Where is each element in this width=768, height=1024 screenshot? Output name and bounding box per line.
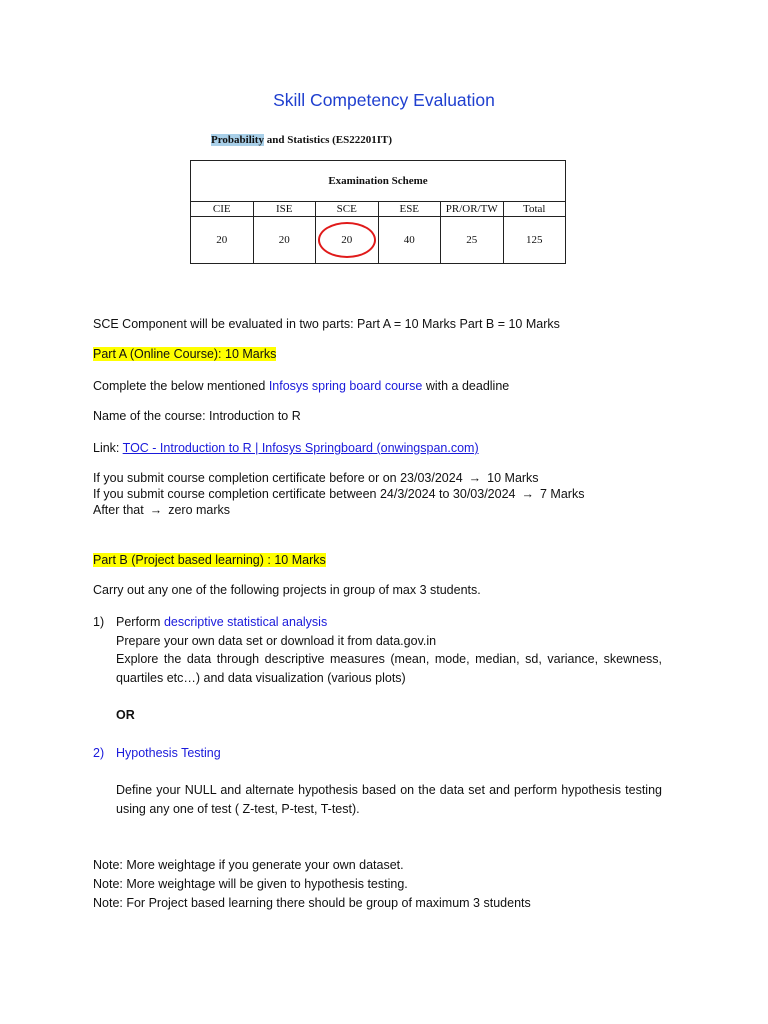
note-3: Note: For Project based learning there should be group of maximum 3 students bbox=[93, 896, 531, 910]
rule2-text: If you submit course completion certificate between 24/3/2024 to 30/03/2024 bbox=[93, 487, 516, 501]
course-link-line bbox=[93, 440, 479, 456]
col-pr-or-tw: PR/OR/TW bbox=[441, 202, 504, 217]
course-name: Name of the course: Introduction to R bbox=[93, 409, 301, 423]
complete-suffix: with a deadline bbox=[422, 379, 510, 393]
rule1-marks: 10 Marks bbox=[487, 471, 539, 485]
arrow-icon: → bbox=[149, 503, 163, 517]
course-toc-link[interactable]: TOC - Introduction to R | Infosys Springboard (onwingspan.com) bbox=[122, 441, 479, 455]
part-a-heading bbox=[93, 346, 276, 362]
val-pr-or-tw: 25 bbox=[441, 217, 504, 264]
val-ise: 20 bbox=[253, 217, 316, 264]
item2-body: Define your NULL and alternate hypothesis based on the data set and perform hypothesis testing using any one of test ( Z-test, P-test, T-test). bbox=[116, 783, 662, 816]
subject-rest: and Statistics (ES22201IT) bbox=[263, 134, 393, 146]
sce-highlight-circle bbox=[318, 222, 376, 258]
item1-number: 1) bbox=[93, 615, 105, 629]
val-total: 125 bbox=[503, 217, 566, 264]
complete-course-text bbox=[93, 378, 509, 394]
item1-title bbox=[116, 614, 327, 630]
val-cie: 20 bbox=[191, 217, 254, 264]
col-ise: ISE bbox=[253, 202, 316, 217]
val-ese: 40 bbox=[378, 217, 441, 264]
subject-heading bbox=[211, 132, 392, 148]
examination-scheme-table bbox=[190, 160, 566, 264]
col-total: Total bbox=[503, 202, 566, 217]
col-ese: ESE bbox=[378, 202, 441, 217]
deadline-rule-2 bbox=[93, 486, 584, 502]
arrow-icon: → bbox=[521, 487, 534, 501]
col-cie: CIE bbox=[191, 202, 254, 217]
note-1: Note: More weightage if you generate your own dataset. bbox=[93, 858, 404, 872]
intro-text: SCE Component will be evaluated in two parts: Part A = 10 Marks Part B = 10 Marks bbox=[93, 317, 560, 331]
subject-highlight: Probability bbox=[211, 134, 264, 146]
part-b-heading-text: Part B (Project based learning) : 10 Marks bbox=[93, 553, 326, 567]
part-a-heading-text: Part A (Online Course): 10 Marks bbox=[93, 347, 277, 361]
item1-prefix: Perform bbox=[116, 615, 164, 629]
deadline-rule-3 bbox=[93, 502, 230, 518]
val-sce-cell bbox=[316, 217, 379, 264]
item2-number: 2) bbox=[93, 746, 105, 760]
rule3-marks: zero marks bbox=[168, 503, 231, 517]
link-label: Link: bbox=[93, 441, 123, 455]
rule1-text: If you submit course completion certificate before or on 23/03/2024 bbox=[93, 471, 463, 485]
scheme-value-row bbox=[191, 217, 566, 264]
note-2: Note: More weightage will be given to hypothesis testing. bbox=[93, 877, 408, 891]
infosys-course-link[interactable]: Infosys spring board course bbox=[268, 379, 423, 393]
descriptive-analysis-link[interactable]: descriptive statistical analysis bbox=[163, 615, 328, 629]
deadline-rule-1 bbox=[93, 470, 539, 486]
arrow-icon: → bbox=[468, 471, 482, 485]
or-separator: OR bbox=[116, 708, 135, 722]
rule2-marks: 7 Marks bbox=[540, 487, 585, 501]
col-sce: SCE bbox=[316, 202, 379, 217]
rule3-text: After that bbox=[93, 503, 144, 517]
complete-prefix: Complete the below mentioned bbox=[93, 379, 269, 393]
scheme-heading: Examination Scheme bbox=[191, 161, 566, 202]
hypothesis-testing-link[interactable]: Hypothesis Testing bbox=[116, 746, 221, 760]
part-b-instruction: Carry out any one of the following projects in group of max 3 students. bbox=[93, 583, 481, 597]
part-b-heading bbox=[93, 552, 326, 568]
scheme-header-row bbox=[191, 202, 566, 217]
item1-line3: Explore the data through descriptive measures (mean, mode, median, sd, variance, skewness, quartiles etc…) and data visualization (various plots) bbox=[116, 652, 662, 685]
document-title: Skill Competency Evaluation bbox=[273, 90, 495, 110]
val-sce: 20 bbox=[341, 234, 353, 246]
item1-line2: Prepare your own data set or download it from data.gov.in bbox=[116, 634, 437, 648]
